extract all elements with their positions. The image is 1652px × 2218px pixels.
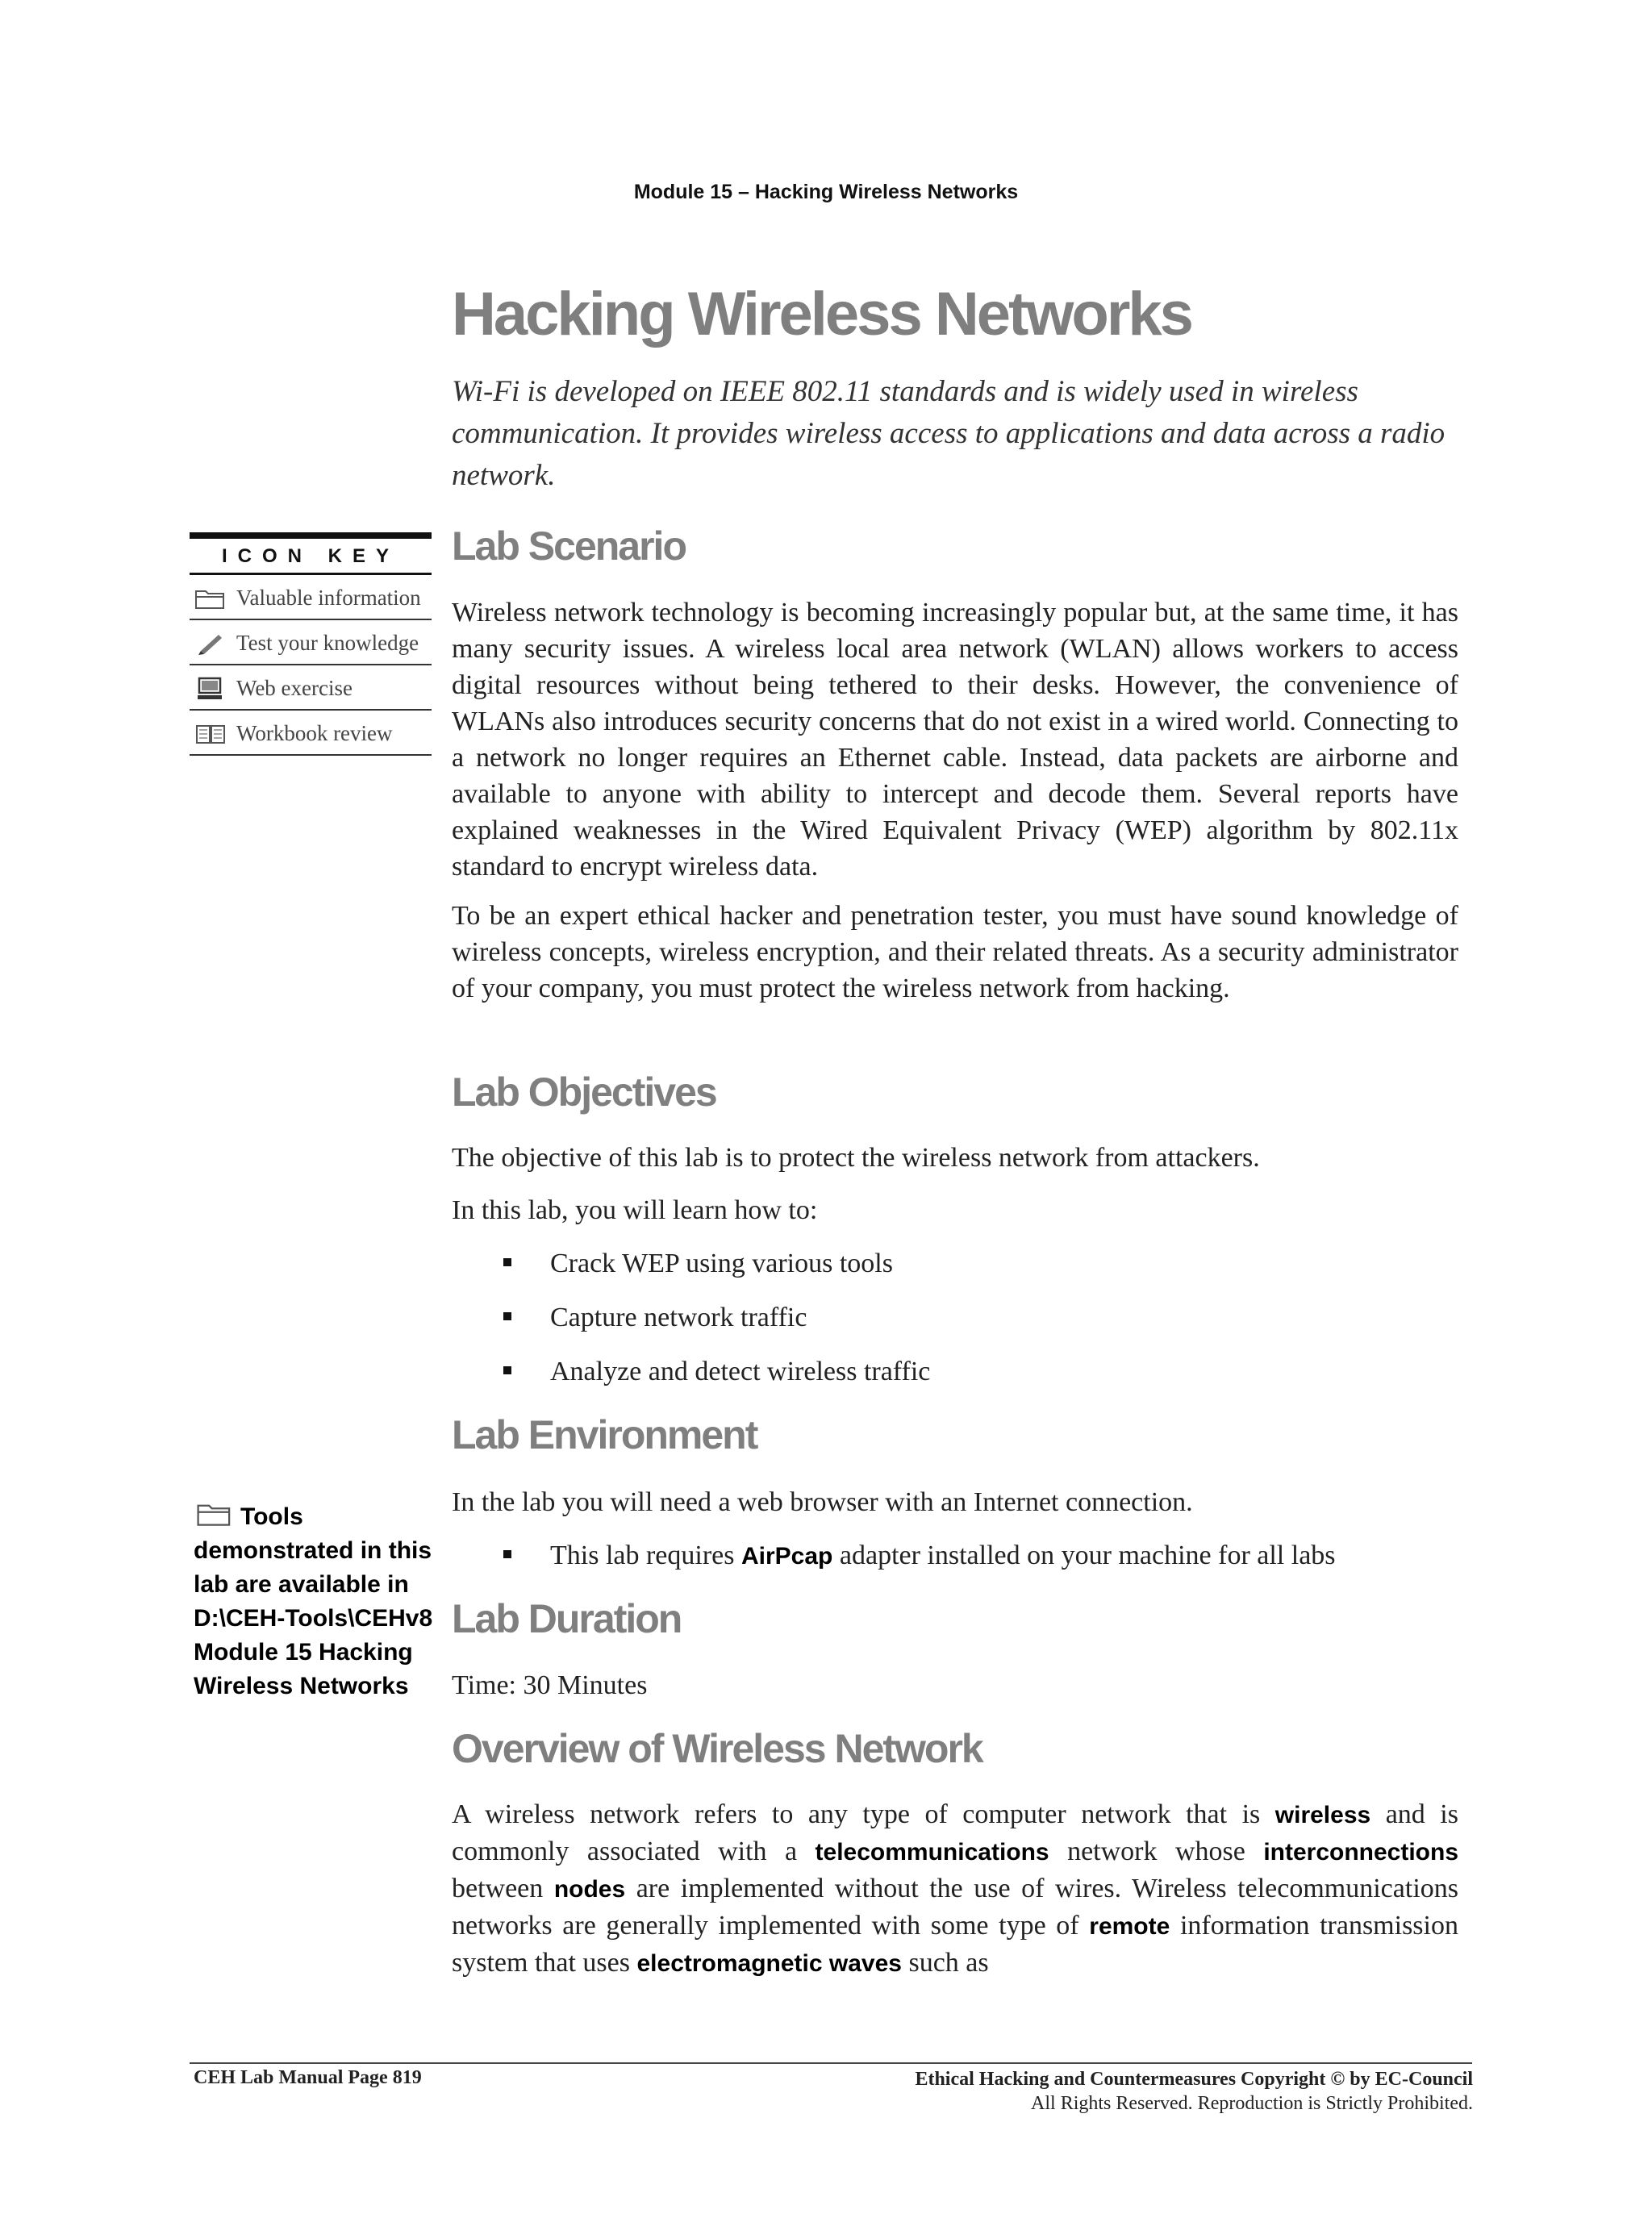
- icon-key-bar: [190, 532, 432, 539]
- airpcap-term: AirPcap: [741, 1543, 833, 1570]
- pencil-icon: [194, 632, 227, 656]
- heading-overview: Overview of Wireless Network: [452, 1726, 982, 1771]
- duration-text: Time: 30 Minutes: [452, 1670, 648, 1700]
- list-item: Analyze and detect wireless traffic: [500, 1353, 1460, 1390]
- folder-icon: [194, 586, 227, 611]
- icon-key-item-workbook: [190, 711, 432, 756]
- overview-text: A wireless network refers to any type of computer network that is: [452, 1799, 1275, 1829]
- environment-paragraph: In the lab you will need a web browser with an Internet connection.: [452, 1487, 1193, 1517]
- icon-key-label: Web exercise: [236, 676, 353, 700]
- page-title: Hacking Wireless Networks: [452, 280, 1191, 348]
- list-item: Capture network traffic: [500, 1299, 1460, 1336]
- folder-icon: [194, 1500, 236, 1528]
- icon-key-title: ICON KEY: [190, 539, 432, 575]
- scenario-paragraph-2: To be an expert ethical hacker and penetration tester, you must have sound knowledge of wireless concepts, wireless encryption, and their related threats. As a security administrator of your company, you must protect the wireless network from hacking.: [452, 901, 1458, 1003]
- footer-divider: [190, 2062, 1472, 2064]
- footer-copyright: [915, 2067, 1473, 2116]
- footer-page-label: CEH Lab Manual Page 819: [194, 2067, 422, 2088]
- tools-location-note: [194, 1500, 436, 1703]
- icon-key-label: Valuable information: [236, 586, 421, 610]
- scenario-paragraph-1: Wireless network technology is becoming increasingly popular but, at the same time, it has many security issues. A wireless local area network (WLAN) allows workers to access digital resources without being tethered to their desks. However, the convenience of WLANs also introduces security concerns that do not exist in a wired world. Connecting to a network no longer requires an Ethernet cable. Instead, data packets are airborne and available to anyone with ability to intercept and decode them. Several reports have explained weaknesses in the Wired Equivalent Privacy (WEP) algorithm by 802.11x standard to encrypt wireless data.: [452, 598, 1458, 882]
- icon-key-item-test: [190, 620, 432, 665]
- objectives-lead-in: In this lab, you will learn how to:: [452, 1195, 818, 1225]
- term-remote: remote: [1089, 1913, 1170, 1940]
- environment-list: [500, 1537, 1460, 1591]
- intro-text: Wi-Fi is developed on IEEE 802.11 standards and is widely used in wireless communication. It provides wireless access to applications and data across a radio network.: [452, 375, 1446, 492]
- overview-text: such as: [901, 1948, 989, 1978]
- monitor-icon: [194, 677, 227, 701]
- objectives-paragraph: The objective of this lab is to protect the wireless network from attackers.: [452, 1143, 1260, 1173]
- running-header: Module 15 – Hacking Wireless Networks: [633, 181, 1019, 203]
- icon-key: [190, 532, 432, 756]
- overview-text: and is commonly associated with a: [452, 1799, 1458, 1866]
- term-nodes: nodes: [553, 1876, 626, 1903]
- term-interconnections: interconnections: [1263, 1839, 1459, 1866]
- environment-bullet-text: This lab requires: [550, 1541, 741, 1570]
- overview-text: between: [452, 1874, 554, 1903]
- icon-key-label: Test your knowledge: [236, 631, 419, 655]
- overview-text: information transmission system that uses: [452, 1911, 1458, 1978]
- list-item: [500, 1537, 1460, 1574]
- objectives-list: [500, 1245, 1460, 1407]
- heading-lab-scenario: Lab Scenario: [452, 523, 686, 569]
- heading-lab-objectives: Lab Objectives: [452, 1069, 716, 1115]
- footer-copyright-line: Ethical Hacking and Countermeasures Copyright © by EC-Council: [915, 2069, 1473, 2090]
- overview-text: network whose: [1049, 1837, 1264, 1866]
- term-electromagnetic-waves: electromagnetic waves: [636, 1950, 902, 1977]
- overview-paragraph: [452, 1796, 1458, 1982]
- icon-key-item-web: [190, 665, 432, 711]
- book-icon: [194, 722, 227, 746]
- footer-rights-line: All Rights Reserved. Reproduction is Strictly Prohibited.: [1031, 2093, 1473, 2114]
- term-wireless: wireless: [1274, 1802, 1371, 1828]
- icon-key-label: Workbook review: [236, 721, 393, 745]
- tools-note-text: Tools demonstrated in this lab are available in D:\CEH-Tools\CEHv8 Module 15 Hacking Wireless Networks: [194, 1503, 433, 1699]
- term-telecommunications: telecommunications: [815, 1839, 1049, 1866]
- heading-lab-duration: Lab Duration: [452, 1596, 682, 1641]
- icon-key-item-valuable: [190, 575, 432, 620]
- overview-text: are implemented without the use of wires. Wireless telecommunications networks are generally implemented with some type of: [452, 1874, 1458, 1941]
- list-item: Crack WEP using various tools: [500, 1245, 1460, 1282]
- heading-lab-environment: Lab Environment: [452, 1412, 757, 1457]
- environment-bullet-text-end: adapter installed on your machine for all labs: [832, 1541, 1336, 1570]
